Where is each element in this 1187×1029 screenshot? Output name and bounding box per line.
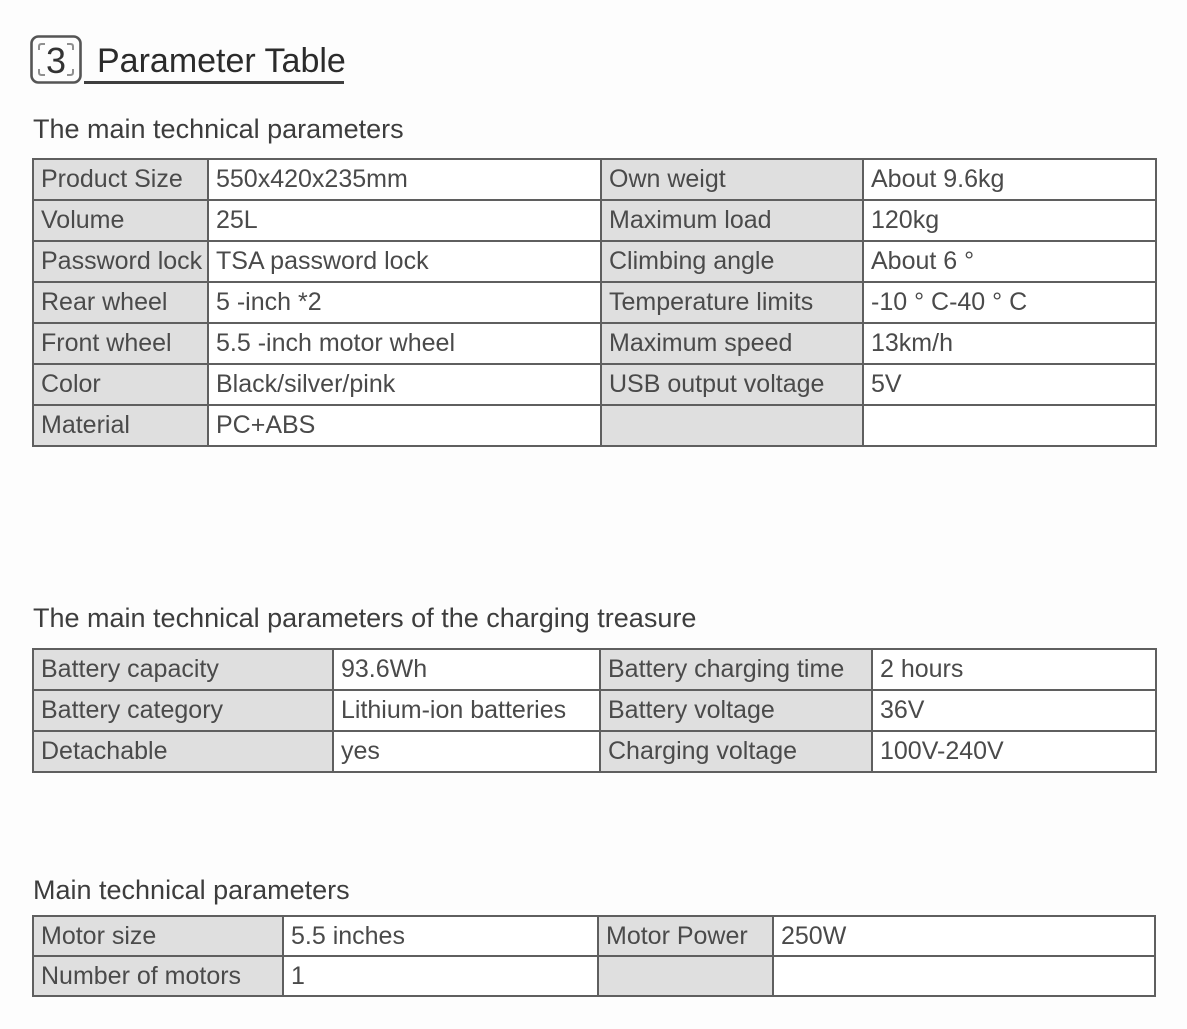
param-value: 5V — [863, 364, 1156, 405]
param-label: Temperature limits — [601, 282, 863, 323]
param-value: About 9.6kg — [863, 159, 1156, 200]
page-title: Parameter Table — [97, 42, 346, 80]
table-row — [33, 405, 1156, 446]
section-number: 3 — [45, 40, 67, 81]
param-label: Battery capacity — [33, 649, 333, 690]
param-value: yes — [333, 731, 600, 772]
param-label-empty — [601, 405, 863, 446]
param-value: 5.5 -inch motor wheel — [208, 323, 601, 364]
param-value: 2 hours — [872, 649, 1156, 690]
table-row — [33, 364, 1156, 405]
param-label: Material — [33, 405, 208, 446]
table-row — [33, 916, 1155, 956]
param-label: Maximum load — [601, 200, 863, 241]
table-row — [33, 241, 1156, 282]
param-value: TSA password lock — [208, 241, 601, 282]
focus-frame-icon — [30, 35, 82, 84]
param-label: Charging voltage — [600, 731, 872, 772]
section-number-badge — [30, 35, 82, 84]
param-label: Climbing angle — [601, 241, 863, 282]
table-row — [33, 731, 1156, 772]
param-label: Motor size — [33, 916, 283, 956]
param-value: 100V-240V — [872, 731, 1156, 772]
table-heading-charging-treasure: The main technical parameters of the charging treasure — [33, 603, 697, 633]
param-value-empty — [863, 405, 1156, 446]
param-label: Volume — [33, 200, 208, 241]
table-row — [33, 159, 1156, 200]
param-value: 25L — [208, 200, 601, 241]
param-label: Number of motors — [33, 956, 283, 996]
param-label: Front wheel — [33, 323, 208, 364]
table-row — [33, 690, 1156, 731]
param-value: 250W — [773, 916, 1155, 956]
parameter-table-main — [32, 158, 1157, 447]
table-heading-motor: Main technical parameters — [33, 875, 350, 905]
param-label: Color — [33, 364, 208, 405]
param-value: 550x420x235mm — [208, 159, 601, 200]
parameter-table-charging — [32, 648, 1157, 773]
table-row — [33, 956, 1155, 996]
title-underline — [84, 81, 344, 84]
param-value: 93.6Wh — [333, 649, 600, 690]
param-label: Battery charging time — [600, 649, 872, 690]
param-label: Product Size — [33, 159, 208, 200]
param-label: Motor Power — [598, 916, 773, 956]
param-value: 1 — [283, 956, 598, 996]
param-label: Rear wheel — [33, 282, 208, 323]
param-label: Password lock — [33, 241, 208, 282]
param-value: 13km/h — [863, 323, 1156, 364]
param-value: About 6 ° — [863, 241, 1156, 282]
table-heading-main-parameters: The main technical parameters — [33, 114, 404, 144]
param-label: Own weigt — [601, 159, 863, 200]
param-value: 120kg — [863, 200, 1156, 241]
table-row — [33, 649, 1156, 690]
param-value: 5.5 inches — [283, 916, 598, 956]
table-row — [33, 282, 1156, 323]
param-label: USB output voltage — [601, 364, 863, 405]
param-value-empty — [773, 956, 1155, 996]
parameter-table-motor — [32, 915, 1156, 997]
param-value: 5 -inch *2 — [208, 282, 601, 323]
param-value: PC+ABS — [208, 405, 601, 446]
param-value: Lithium-ion batteries — [333, 690, 600, 731]
param-value: -10 ° C-40 ° C — [863, 282, 1156, 323]
table-row — [33, 200, 1156, 241]
param-label-empty — [598, 956, 773, 996]
param-label: Battery category — [33, 690, 333, 731]
param-label: Maximum speed — [601, 323, 863, 364]
param-label: Battery voltage — [600, 690, 872, 731]
param-label: Detachable — [33, 731, 333, 772]
param-value: Black/silver/pink — [208, 364, 601, 405]
param-value: 36V — [872, 690, 1156, 731]
table-row — [33, 323, 1156, 364]
